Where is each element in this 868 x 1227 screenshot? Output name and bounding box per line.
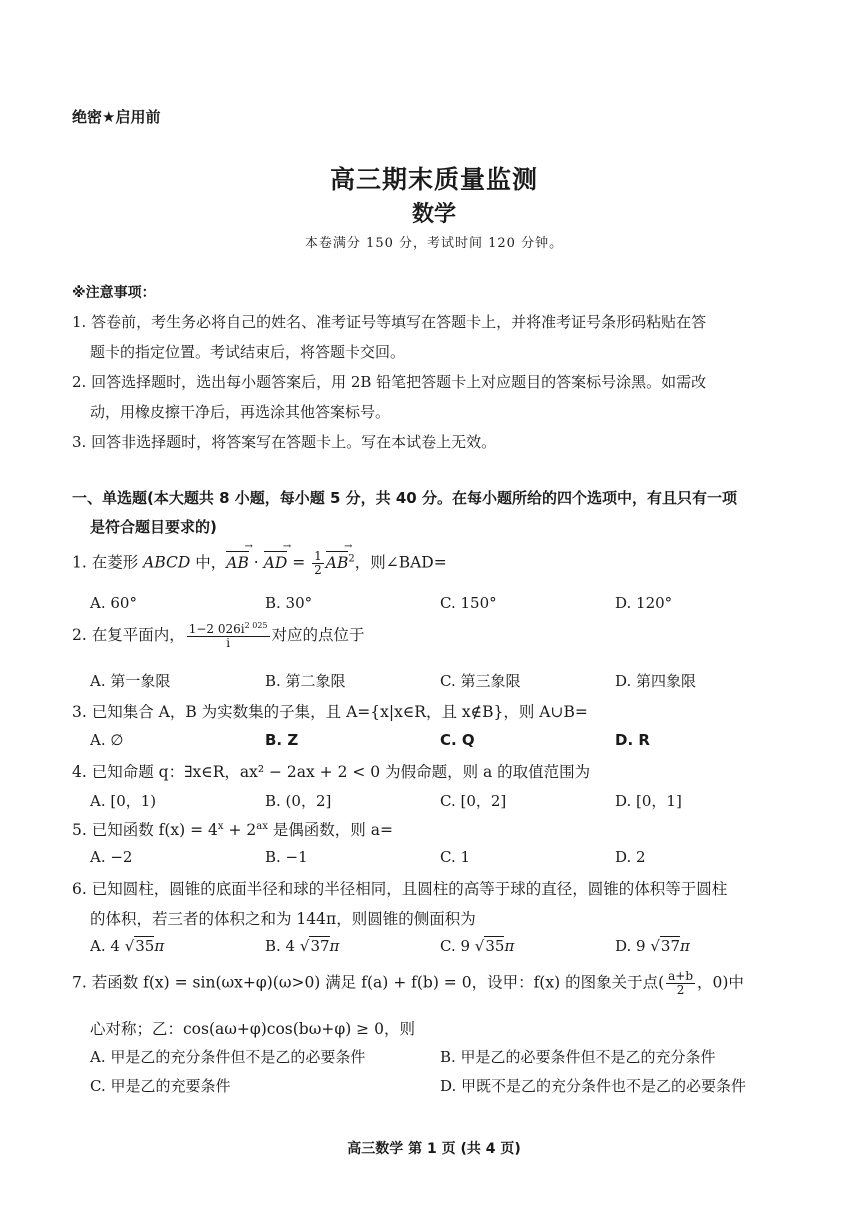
q6c-coef: C. 9 [440, 937, 471, 955]
secret-mark: 绝密★启用前 [72, 108, 161, 126]
subject-title: 数学 [411, 202, 456, 227]
question-2 [72, 622, 365, 650]
q2-frac-num-base: 1−2 026i [188, 622, 245, 636]
q2-option-c: C. 第三象限 [440, 672, 521, 690]
notice-line-4: 动，用橡皮擦干净后，再选涂其他答案标号。 [90, 403, 391, 421]
q1-option-a: A. 60° [90, 594, 137, 612]
q1-option-d: D. 120° [615, 594, 673, 612]
q5-sup2: ax [256, 820, 268, 832]
q5-option-c: C. 1 [440, 848, 471, 866]
q7-line1-suffix: ，0)中 [697, 973, 744, 992]
q1-fraction [312, 550, 324, 577]
q6b-coef: B. 4 [265, 937, 296, 955]
q5-option-a: A. −2 [90, 848, 133, 866]
q1-vector-ab-sq: AB → [326, 554, 349, 572]
q7-option-d: D. 甲既不是乙的充分条件也不是乙的必要条件 [440, 1077, 747, 1095]
q4-option-b: B. (0，2] [265, 792, 332, 810]
q2-frac-num [187, 622, 270, 637]
q6a-radicand: 35 [135, 937, 155, 955]
notice-line-2: 题卡的指定位置。考试结束后，将答题卡交回。 [90, 343, 406, 361]
section-heading-line2: 是符合题目要求的) [90, 518, 217, 536]
q2-prefix: 2. 在复平面内， [72, 626, 185, 645]
q7-option-a: A. 甲是乙的充分条件但不是乙的必要条件 [90, 1048, 366, 1066]
q3-option-a: A. ∅ [90, 731, 124, 749]
q7-option-c: C. 甲是乙的充要条件 [90, 1077, 231, 1095]
q6c-pi: π [504, 937, 515, 955]
q1-dot: · [248, 553, 264, 572]
q6b-pi: π [329, 937, 340, 955]
q2-option-b: B. 第二象限 [265, 672, 346, 690]
q6b-radicand: 37 [310, 937, 330, 955]
q3-option-d: D. R [615, 731, 650, 749]
q2-frac-num-sup: 2 025 [244, 621, 268, 630]
q6-option-c: C. 9 √35π [440, 937, 515, 955]
q1-frac-num: 1 [314, 549, 322, 563]
q7-line1-prefix: 7. 若函数 f(x) = sin(ωx+φ)(ω>0) 满足 f(a) + f(b) = 0，设甲：f(x) 的图象关于点( [72, 973, 665, 992]
q4-option-c: C. [0，2] [440, 792, 507, 810]
question-1 [72, 550, 447, 577]
q5-prefix: 5. 已知函数 f(x) = 4 [72, 821, 218, 839]
q1-prefix: 1. 在菱形 [72, 553, 144, 572]
notice-heading: ※注意事项： [72, 285, 156, 301]
q1-vector-ad: AD → [264, 554, 288, 572]
q7-option-b: B. 甲是乙的必要条件但不是乙的充分条件 [440, 1048, 716, 1066]
q3-option-b: B. Z [265, 731, 299, 749]
q1-eq: = [287, 553, 311, 572]
question-6-line2: 的体积，若三者的体积之和为 144π，则圆锥的侧面积为 [90, 910, 476, 928]
q1-shape: ABCD [143, 553, 191, 572]
q1-suffix: ，则∠BAD= [354, 553, 447, 572]
q4-option-a: A. [0，1) [90, 792, 157, 810]
q6a-coef: A. 4 [90, 937, 120, 955]
q6-option-d: D. 9 √37π [615, 937, 690, 955]
q6d-coef: D. 9 [615, 937, 646, 955]
q2-suffix: 对应的点位于 [271, 626, 365, 645]
q5-option-b: B. −1 [265, 848, 308, 866]
q1-option-c: C. 150° [440, 594, 497, 612]
question-4: 4. 已知命题 q：∃x∈R，ax² − 2ax + 2 < 0 为假命题，则 a 的取值范围为 [72, 763, 591, 781]
q3-option-c: C. Q [440, 731, 475, 749]
q6d-radicand: 37 [660, 937, 680, 955]
question-3: 3. 已知集合 A，B 为实数集的子集，且 A={x|x∈R，且 x∉B}，则 A∪B= [72, 703, 588, 721]
q6-option-b: B. 4 √37π [265, 937, 340, 955]
question-5 [72, 818, 393, 840]
q7-frac-den: 2 [676, 983, 685, 998]
notice-line-3: 2. 回答选择题时，选出每小题答案后，用 2B 铅笔把答题卡上对应题目的答案标号涂黑。如需改 [72, 373, 707, 391]
question-7-line2: 心对称；乙：cos(aω+φ)cos(bω+φ) ≥ 0，则 [90, 1020, 415, 1038]
q6d-pi: π [680, 937, 690, 955]
q2-option-d: D. 第四象限 [615, 672, 697, 690]
q2-fraction [187, 622, 270, 650]
question-7-line1 [72, 970, 744, 997]
q2-option-a: A. 第一象限 [90, 672, 171, 690]
q5-sup1: x [217, 820, 224, 832]
q1-sup: 2 [348, 553, 355, 565]
q5-mid: + 2 [223, 821, 257, 839]
notice-line-5: 3. 回答非选择题时，将答案写在答题卡上。写在本试卷上无效。 [72, 433, 497, 451]
q5-option-d: D. 2 [615, 848, 646, 866]
page-footer: 高三数学 第 1 页 (共 4 页) [347, 1141, 521, 1157]
q6c-radicand: 35 [485, 937, 505, 955]
q6-option-a: A. 4 √35π [90, 937, 165, 955]
q1-vector-ab: AB → [226, 554, 249, 572]
q6a-pi: π [154, 937, 165, 955]
section-heading-line1: 一、单选题(本大题共 8 小题，每小题 5 分，共 40 分。在每小题所给的四个选项中，有且只有一项 [72, 489, 737, 507]
q1-option-b: B. 30° [265, 594, 313, 612]
q7-frac-num: a+b [668, 969, 694, 983]
q7-fraction [666, 970, 695, 997]
notice-line-1: 1. 答卷前，考生务必将自己的姓名、准考证号等填写在答题卡上，并将准考证号条形码粘贴在答 [72, 313, 707, 331]
q2-frac-den: i [226, 636, 231, 651]
question-6-line1: 6. 已知圆柱，圆锥的底面半径和球的半径相同，且圆柱的高等于球的直径，圆锥的体积等于圆柱 [72, 880, 728, 898]
q4-option-d: D. [0，1] [615, 792, 682, 810]
exam-info: 本卷满分 150 分，考试时间 120 分钟。 [304, 236, 564, 251]
q5-suffix: 是偶函数，则 a= [267, 821, 393, 839]
page-title: 高三期末质量监测 [329, 165, 538, 194]
q1-frac-den: 2 [314, 563, 322, 578]
q1-mid: 中， [190, 553, 227, 572]
